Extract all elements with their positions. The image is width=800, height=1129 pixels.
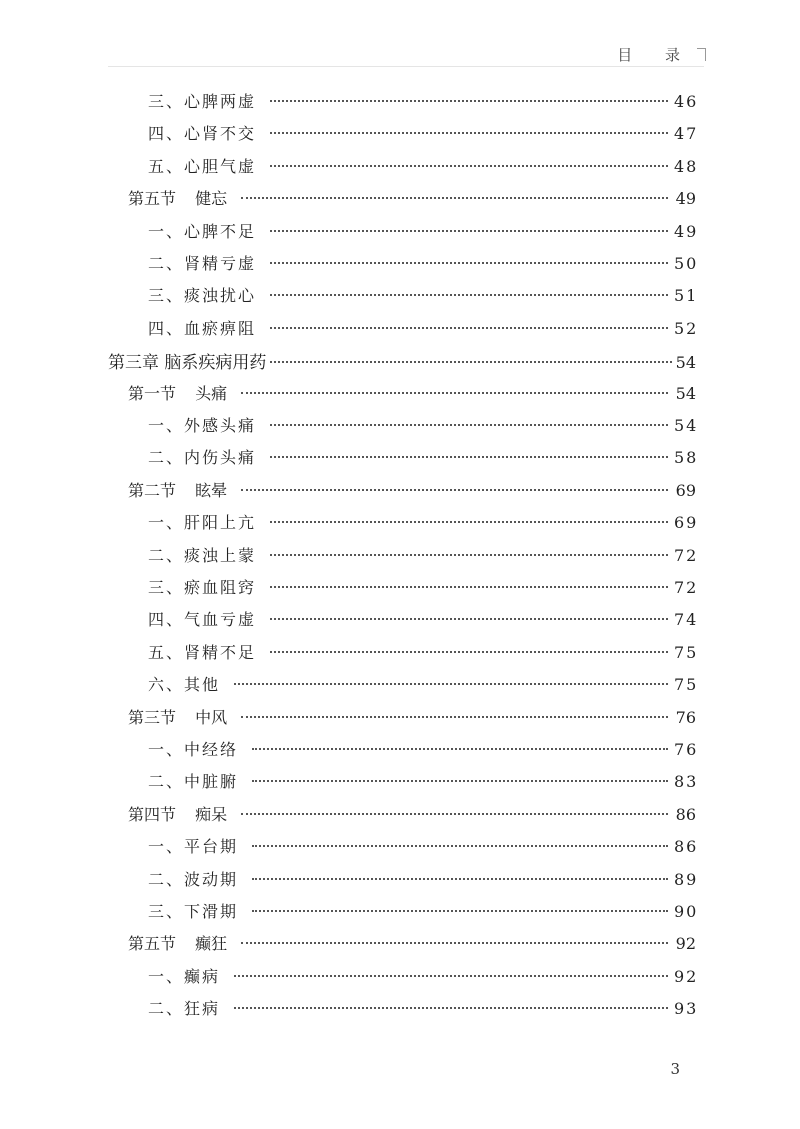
dot-leader [241, 197, 668, 199]
toc-entry-item[interactable] [148, 769, 699, 797]
dot-leader [270, 521, 668, 523]
toc-entry-item[interactable] [148, 899, 699, 927]
page-number: 3 [670, 1060, 680, 1078]
dot-leader [270, 361, 672, 363]
toc-entry-title: 一、平台期 [148, 837, 239, 857]
toc-entry-item[interactable] [148, 672, 699, 700]
dot-leader [241, 813, 668, 815]
toc-entry-item[interactable] [148, 964, 699, 992]
toc-entry-title: 四、心肾不交 [148, 124, 257, 144]
toc-entry-section[interactable] [128, 931, 696, 959]
toc-entry-title: 第四节 痴呆 [128, 804, 228, 824]
toc-entry-title: 二、中脏腑 [148, 772, 239, 792]
dot-leader [252, 878, 668, 880]
toc-entry-page: 86 [675, 804, 696, 824]
toc-entry-page: 54 [674, 416, 699, 435]
toc-entry-title: 五、肾精不足 [148, 642, 257, 662]
toc-entry-item[interactable] [148, 121, 699, 149]
toc-entry-title: 三、瘀血阻窍 [148, 578, 257, 597]
toc-entry-section[interactable] [128, 186, 696, 214]
toc-entry-page: 90 [674, 902, 699, 921]
toc-entry-section[interactable] [128, 478, 696, 506]
toc-entry-page: 72 [674, 545, 699, 565]
toc-entry-title: 三、心脾两虚 [148, 92, 257, 111]
toc-entry-page: 86 [674, 837, 699, 857]
toc-entry-title: 四、血瘀痹阻 [148, 318, 257, 338]
toc-entry-item[interactable] [148, 996, 699, 1024]
toc-entry-title: 一、外感头痛 [148, 416, 257, 435]
dot-leader [270, 586, 668, 588]
toc-entry-page: 49 [675, 189, 696, 209]
toc-entry-page: 92 [675, 934, 696, 954]
toc-entry-title: 第三节 中风 [128, 707, 228, 727]
toc-entry-page: 75 [674, 642, 699, 662]
toc-entry-page: 74 [674, 610, 699, 630]
toc-entry-item[interactable] [148, 154, 699, 182]
dot-leader [241, 942, 668, 944]
toc-entry-item[interactable] [148, 445, 699, 473]
dot-leader [270, 456, 668, 458]
toc-entry-item[interactable] [148, 219, 699, 247]
toc-entry-title: 三、痰浊扰心 [148, 286, 257, 306]
toc-entry-section[interactable] [128, 705, 696, 733]
toc-entry-title: 六、其他 [148, 675, 221, 695]
toc-entry-page: 89 [674, 869, 699, 889]
toc-entry-title: 一、癫病 [148, 966, 221, 986]
toc-entry-title: 第一节 头痛 [128, 383, 228, 403]
toc-entry-page: 47 [674, 124, 699, 144]
toc-entry-title: 一、肝阳上亢 [148, 513, 257, 533]
dot-leader [270, 294, 668, 296]
dot-leader [270, 165, 668, 167]
dot-leader [270, 618, 668, 620]
toc-entry-item[interactable] [148, 834, 699, 862]
dot-leader [270, 554, 668, 556]
dot-leader [252, 780, 668, 782]
dot-leader [252, 748, 668, 750]
dot-leader [270, 424, 668, 426]
toc-entry-page: 52 [674, 318, 699, 338]
dot-leader [241, 489, 668, 491]
running-header: 目 录 [617, 46, 694, 64]
toc-entry-page: 69 [675, 480, 696, 500]
toc-entry-page: 72 [674, 578, 699, 597]
toc-entry-page: 58 [674, 448, 699, 468]
dot-leader [252, 910, 668, 912]
toc-entry-page: 48 [674, 156, 699, 176]
toc-entry-title: 第二节 眩晕 [128, 480, 228, 500]
dot-leader [270, 651, 668, 653]
toc-entry-page: 76 [674, 740, 699, 759]
toc-entry-title: 第三章 脑系疾病用药 [108, 353, 267, 374]
toc-entry-page: 76 [675, 707, 696, 727]
dot-leader [252, 845, 668, 847]
toc-entry-item[interactable] [148, 543, 699, 571]
dot-leader [234, 975, 668, 977]
dot-leader [270, 262, 668, 264]
toc-entry-title: 一、心脾不足 [148, 221, 257, 241]
toc-entry-page: 51 [674, 286, 699, 306]
dot-leader [241, 716, 668, 718]
toc-entry-page: 54 [675, 353, 696, 373]
toc-entry-section[interactable] [128, 381, 696, 409]
toc-entry-title: 第五节 癫狂 [128, 934, 228, 954]
dot-leader [241, 392, 668, 394]
toc-entry-item[interactable] [148, 867, 699, 895]
dot-leader [270, 327, 668, 329]
toc-entry-chapter[interactable] [108, 348, 696, 376]
header-rule [108, 66, 704, 67]
dot-leader [234, 683, 668, 685]
toc-entry-title: 四、气血亏虚 [148, 610, 257, 630]
toc-entry-page: 49 [674, 221, 699, 241]
toc-entry-item[interactable] [148, 607, 699, 635]
toc-entry-page: 69 [674, 513, 699, 533]
toc-entry-page: 46 [674, 92, 699, 111]
toc-entry-title: 第五节 健忘 [128, 189, 228, 209]
toc-entry-page: 54 [675, 383, 696, 403]
toc-entry-title: 二、波动期 [148, 869, 239, 889]
toc-entry-item[interactable] [148, 640, 699, 668]
toc-entry-title: 一、中经络 [148, 740, 239, 759]
toc-entry-item[interactable] [148, 251, 699, 279]
toc-entry-item[interactable] [148, 89, 699, 117]
toc-entry-title: 三、下滑期 [148, 902, 239, 921]
toc-entry-item[interactable] [148, 510, 699, 538]
toc-entry-page: 75 [674, 675, 699, 695]
toc-entry-item[interactable] [148, 413, 699, 441]
toc-entry-title: 五、心胆气虚 [148, 156, 257, 176]
toc-entry-item[interactable] [148, 316, 699, 344]
toc-entry-page: 93 [674, 999, 699, 1019]
dot-leader [270, 132, 668, 134]
toc-entry-title: 二、痰浊上蒙 [148, 545, 257, 565]
toc-entry-section[interactable] [128, 802, 696, 830]
toc-entry-page: 50 [674, 254, 699, 273]
toc-entry-page: 92 [674, 966, 699, 986]
dot-leader [270, 100, 668, 102]
toc-entry-item[interactable] [148, 575, 699, 603]
toc-entry-title: 二、狂病 [148, 999, 221, 1019]
toc-entry-title: 二、内伤头痛 [148, 448, 257, 468]
toc-entry-title: 二、肾精亏虚 [148, 254, 257, 273]
toc-entry-item[interactable] [148, 737, 699, 765]
header-corner-mark [697, 48, 706, 61]
toc-entry-page: 83 [674, 772, 699, 792]
toc-entry-item[interactable] [148, 283, 699, 311]
dot-leader [270, 230, 668, 232]
dot-leader [234, 1007, 668, 1009]
